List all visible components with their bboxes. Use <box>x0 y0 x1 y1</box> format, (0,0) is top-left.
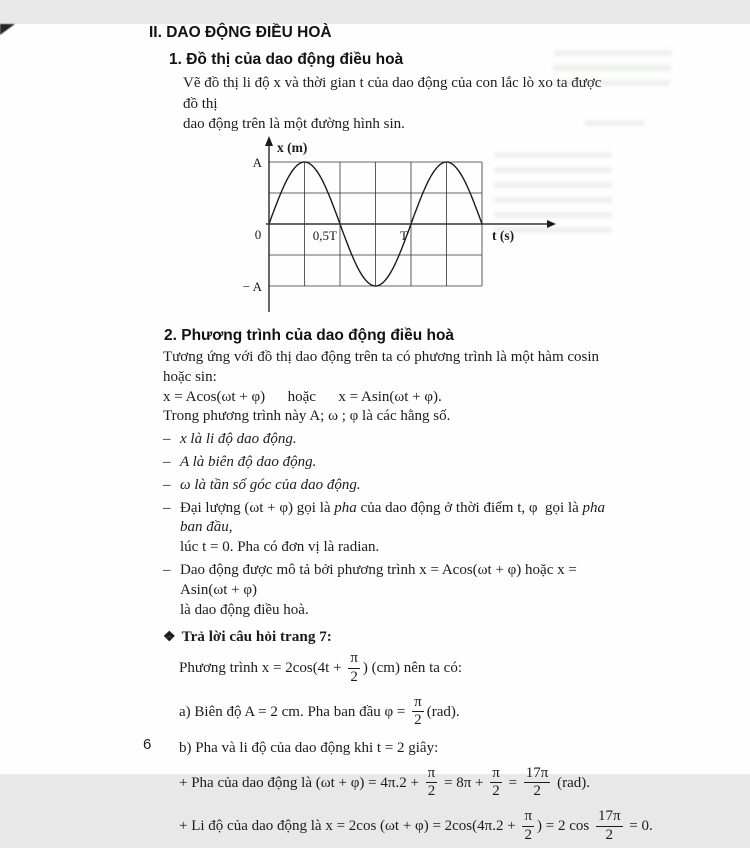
text-segment: Đại lượng (ωt + φ) gọi là <box>180 499 335 516</box>
equation-intro <box>179 648 750 690</box>
x-tick-label: 0,5T <box>312 228 337 244</box>
answer-section-title <box>163 628 750 646</box>
bullet-text <box>180 499 615 558</box>
answer-part-b-title: b) Pha và li độ của dao động khi t = 2 giây: <box>179 739 439 756</box>
section2-title: 2. Phương trình của dao động điều hoà <box>164 327 455 345</box>
list-item <box>163 476 615 496</box>
fraction-numerator: π <box>490 766 502 783</box>
fraction-numerator: 17π <box>524 766 551 783</box>
list-item <box>163 561 615 620</box>
fraction <box>426 766 438 800</box>
displacement-equation <box>179 806 750 848</box>
fraction-denominator: 2 <box>350 668 358 685</box>
equation-line: x = Acos(ωt + φ) hoặc x = Asin(ωt + φ). <box>163 388 442 405</box>
fraction <box>522 809 534 843</box>
answer-part-a <box>179 692 750 734</box>
formula-text: = <box>504 774 521 791</box>
formula-text: ) (cm) nên ta có: <box>362 660 463 677</box>
formula-text: Phương trình x = 2cos(4t + <box>179 660 346 677</box>
fraction <box>490 766 502 800</box>
paragraph-line: Trong phương trình này A; ω ; φ là các hằng số. <box>163 408 451 425</box>
x-axis-label: t (s) <box>492 228 515 244</box>
oscillation-graph <box>244 136 564 322</box>
italic-term: pha ban đầu <box>180 499 609 536</box>
formula-text: + Pha của dao động là (ωt + φ) = 4π.2 + <box>179 774 423 791</box>
phase-equation <box>179 763 750 805</box>
fraction <box>348 651 360 685</box>
formula-text: a) Biên độ A = 2 cm. Pha ban đầu φ = <box>179 704 410 721</box>
bullet-text: ω là tần số góc của dao động. <box>180 476 361 493</box>
list-item <box>163 430 615 450</box>
bullet-text: A là biên độ dao động. <box>180 454 317 471</box>
formula-text: = 8π + <box>440 774 488 791</box>
formula-text: + Li độ của dao động là x = 2cos (ωt + φ) = 2cos(4π.2 + <box>179 818 520 835</box>
y-tick-label: − A <box>242 279 262 295</box>
bullet-text <box>180 561 615 620</box>
fraction-numerator: π <box>348 651 360 668</box>
bullet-dash: – <box>163 499 171 516</box>
fraction <box>412 695 424 729</box>
chapter-heading: II. DAO ĐỘNG ĐIỀU HOÀ <box>149 24 332 41</box>
bullet-text-line2: là dao động điều hoà. <box>180 601 309 618</box>
fraction-numerator: π <box>426 766 438 783</box>
bullet-text: x là li độ dao động. <box>180 431 297 448</box>
bullet-text-line1: Dao động được mô tả bởi phương trình x = Acos(ωt + φ) hoặc x = Asin(ωt + φ) <box>180 562 580 598</box>
paragraph-line: dao động trên là một đường hình sin. <box>183 116 405 133</box>
sine-wave-chart <box>244 136 564 322</box>
text-segment: , <box>228 519 233 536</box>
formula-text: = 0. <box>625 818 653 835</box>
paragraph-line: Vẽ đồ thị li độ x và thời gian t của dao động của con lắc lò xo ta được đồ thị <box>183 75 606 112</box>
fraction-numerator: π <box>412 695 424 712</box>
list-item <box>163 453 615 473</box>
scan-corner-artifact <box>0 24 15 35</box>
fraction-denominator: 2 <box>533 782 541 799</box>
text-segment: của dao động ở thời điểm t, φ gọi là <box>356 499 583 516</box>
fraction-numerator: π <box>522 809 534 826</box>
section1-title: 1. Đồ thị của dao động điều hoà <box>169 51 404 68</box>
fraction-denominator: 2 <box>524 826 532 843</box>
page-number: 6 <box>143 736 152 753</box>
diamond-marker-icon: ❖ <box>163 630 176 646</box>
bullet-dash: – <box>163 562 171 579</box>
fraction-denominator: 2 <box>427 782 436 799</box>
formula-text: (rad). <box>553 774 591 791</box>
fraction-denominator: 2 <box>605 826 613 843</box>
bullet-dash: – <box>163 476 171 493</box>
x-tick-label: T <box>400 228 408 244</box>
answer-title-text: Trả lời câu hỏi trang 7: <box>181 628 332 646</box>
italic-term: pha <box>334 499 357 516</box>
x-axis-arrow <box>547 220 556 228</box>
y-tick-label: A <box>252 155 262 171</box>
fraction <box>596 809 623 843</box>
fraction-numerator: 17π <box>596 809 623 826</box>
bullet-dash: – <box>163 431 171 448</box>
y-axis-label: x (m) <box>277 140 308 156</box>
formula-text: (rad). <box>426 704 460 721</box>
y-axis-arrow <box>265 136 273 146</box>
fraction-denominator: 2 <box>414 712 422 729</box>
list-item <box>163 499 615 558</box>
bullet-text-line2: lúc t = 0. Pha có đơn vị là radian. <box>180 539 380 556</box>
definition-list <box>163 430 615 620</box>
x-tick-label: 0 <box>254 227 262 243</box>
fraction-denominator: 2 <box>492 782 500 799</box>
fraction <box>524 766 551 800</box>
bullet-dash: – <box>163 454 171 471</box>
formula-text: ) = 2 cos <box>537 818 593 835</box>
section1-paragraph <box>183 73 619 135</box>
section2-paragraph <box>163 348 615 427</box>
paragraph-line: Tương ứng với đồ thị dao động trên ta có phương trình là một hàm cosin hoặc sin: <box>163 349 603 385</box>
